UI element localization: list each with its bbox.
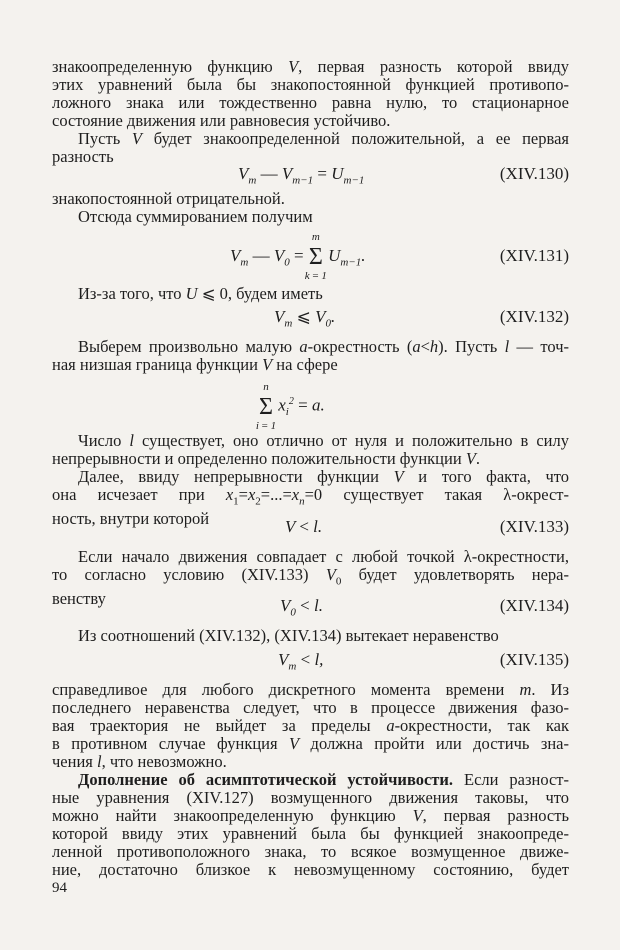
eq134-number: (XIV.134) (499, 596, 569, 615)
p11-line5: чения l, что невозможно. (52, 752, 227, 771)
p8-line3: ность, внутри которой (52, 509, 210, 529)
paragraph-2-line2: разность (52, 147, 114, 166)
p8-line2: она исчезает при $x_1=x_2=...=x_n=0$ существует такая λ-окрест- (52, 485, 569, 508)
equation-130 (52, 162, 569, 186)
p1-line3: ложного знака или тождественно равна нулю, то стационарное (52, 93, 569, 112)
paragraph-7 (52, 432, 569, 468)
eq133-number: (XIV.133) (499, 517, 569, 536)
paragraph-6 (52, 338, 569, 374)
p9-line1: Если начало движения совпадает с любой точкой λ-окрестности, (78, 547, 569, 566)
p12-line5: ленной противоположного знака, то всякое возмущенное движе- (52, 842, 569, 861)
p6-line1: Выберем произвольно малую a-окрестность (a<h). Пусть l — точ- (78, 337, 569, 356)
sum-symbol-k: m Σ k = 1 (304, 231, 327, 282)
p6-line2: ная низшая граница функции V на сфере (52, 355, 338, 374)
p12-line1: Дополнение об асимптотической устойчивости. Если разност- (78, 770, 570, 789)
sphere-formula: n Σ i = 1 $x_i^2 = a$. (255, 380, 325, 432)
equation-133 (52, 515, 569, 539)
p8-line1: Далее, ввиду непрерывности функции V и того факта, что (78, 467, 569, 486)
paragraph-4: Отсюда суммированием получим (78, 207, 313, 226)
paragraph-3: знакопостоянной отрицательной. (52, 189, 285, 208)
p1-line2: этих уравнений была бы знакопостоянной функцией противопо- (52, 75, 569, 94)
p12-heading: Дополнение об асимптотической устойчивости. (78, 770, 454, 789)
eq135-formula: $V_m < l$, (278, 650, 324, 673)
p12-line6: ние, достаточно близкое к невозмущенному состоянию, будет (52, 860, 569, 879)
p12-line2: ные уравнения (XIV.127) возмущенного движения таковы, что (52, 788, 569, 807)
p7-line1: Число l существует, оно отлично от нуля и положительно в силу (78, 431, 569, 450)
p9-line2: то согласно условию (XIV.133) $V_0$ будет удовлетворять нера- (52, 565, 570, 588)
eq132-formula: $V_m$ ⩽ $V_0$. (274, 307, 336, 330)
equation-134 (52, 594, 569, 618)
p11-line3: вая траектория не выйдет за пределы a-окрестности, так как (52, 716, 569, 735)
eq134-formula: $V_0 < l$. (280, 596, 323, 619)
equation-135 (52, 648, 569, 672)
equation-132 (52, 305, 569, 329)
paragraph-11 (52, 681, 569, 771)
eq131-formula: $V_m$ — $V_0$ = m Σ k = 1 $U_{m-1}$. (230, 231, 366, 282)
paragraph-10: Из соотношений (XIV.132), (XIV.134) вытекает неравенство (78, 626, 499, 645)
paragraph-1 (52, 58, 569, 130)
paragraph-12 (52, 771, 569, 879)
p7-line2: непрерывности и определенно положительности функции V. (52, 449, 481, 468)
eq132-number: (XIV.132) (499, 307, 569, 326)
paragraph-5: Из-за того, что U ⩽ 0, будем иметь (78, 284, 323, 303)
p1-line1: знакоопределенную функцию V, первая разность которой ввиду (52, 57, 569, 76)
p11-line1: справедливое для любого дискретного момента времени m. Из (52, 680, 569, 699)
p12-line4: которой ввиду этих уравнений была бы функцией знакоопреде- (52, 824, 569, 843)
p9-line3: венству (52, 589, 106, 609)
p11-line2: последнего неравенства следует, что в процессе движения фазо- (52, 698, 569, 717)
eq130-formula: $V_m$ — $V_{m-1} = U_{m-1}$ (238, 164, 365, 187)
p11-line4: в противном случае функция V должна пройти или достичь зна- (52, 734, 569, 753)
eq133-formula: V < l. (285, 517, 323, 536)
p12-line3: можно найти знакоопределенную функцию V, первая разность (52, 806, 569, 825)
eq135-number: (XIV.135) (499, 650, 569, 669)
eq130-number: (XIV.130) (499, 164, 569, 183)
sum-symbol-i: n Σ i = 1 (255, 380, 277, 432)
page-number: 94 (52, 880, 67, 896)
paragraph-2-line1: Пусть V будет знакоопределенной положительной, а ее первая (78, 129, 569, 148)
equation-131 (52, 231, 569, 282)
p1-line4: состояние движения или равновесия устойчиво. (52, 111, 391, 130)
eq131-number: (XIV.131) (499, 246, 569, 265)
equation-sphere (52, 380, 569, 432)
